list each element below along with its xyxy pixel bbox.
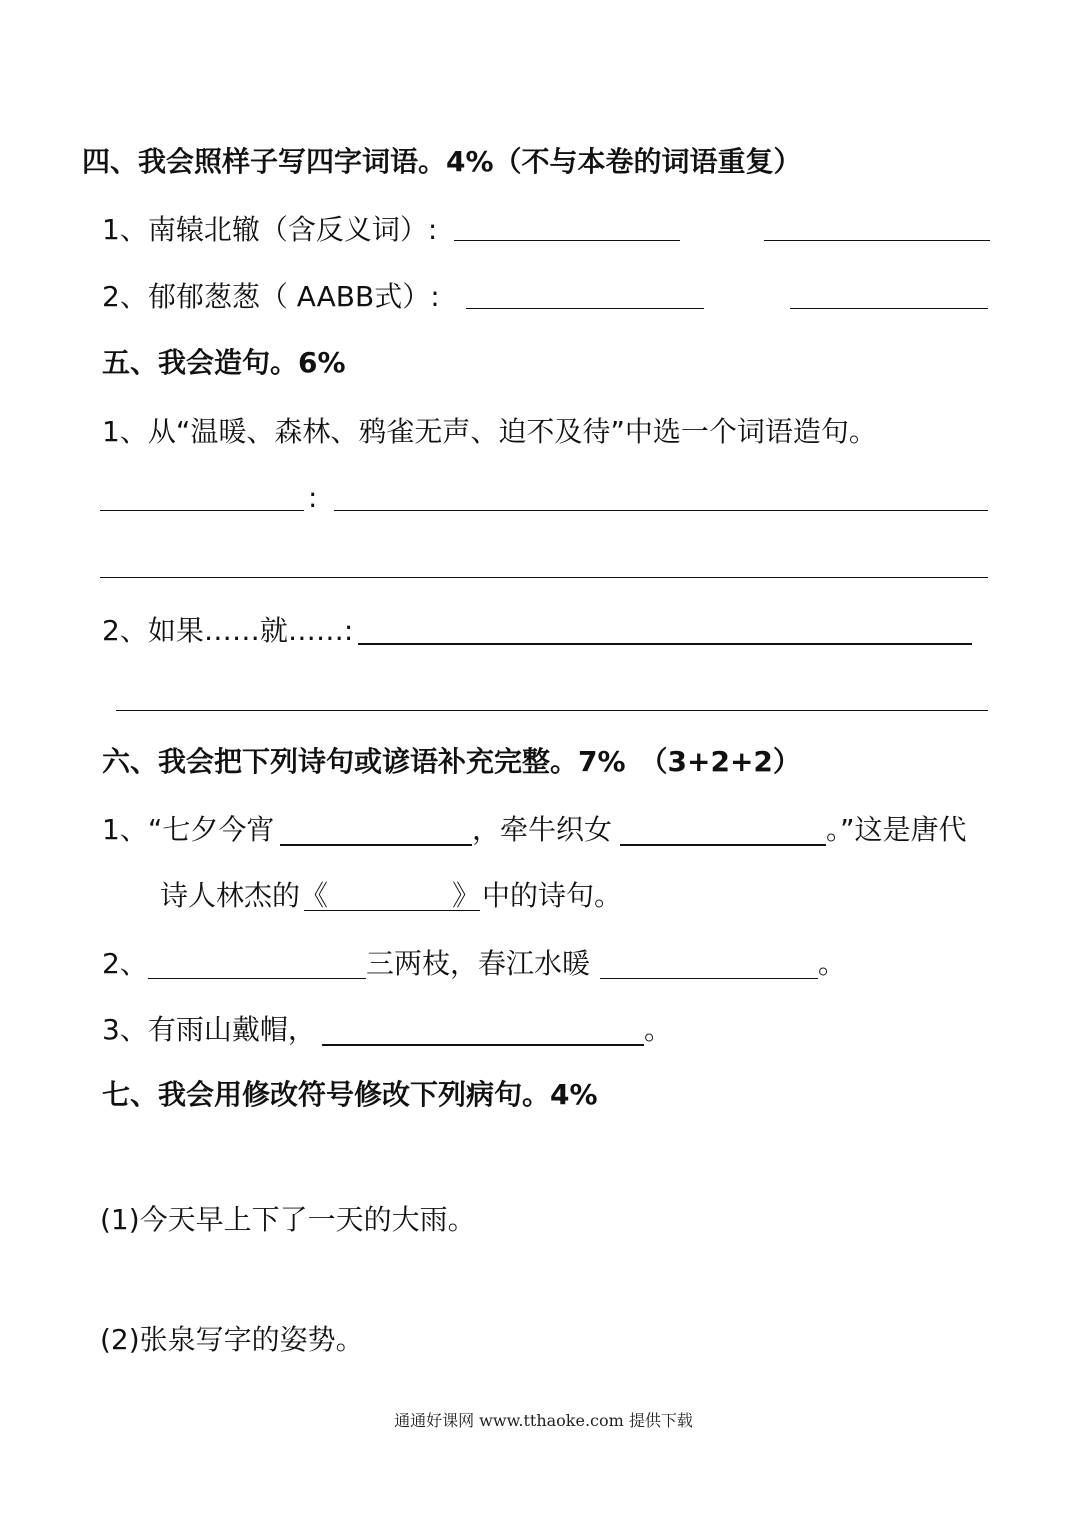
answer-blank-5-2-line2[interactable] — [116, 710, 988, 711]
section-6-q2-middle: 三两枝，春江水暖 — [366, 947, 591, 980]
book-title-close: 》 — [452, 879, 481, 912]
section-4-question-1: 1、南辕北辙（含反义词）: — [102, 213, 438, 246]
section-7-heading: 七、我会用修改符号修改下列病句。4% — [102, 1078, 598, 1111]
section-6-q2-number: 2、 — [102, 947, 148, 980]
answer-blank-4-1b[interactable] — [764, 240, 990, 241]
answer-blank-4-1a[interactable] — [454, 240, 680, 241]
answer-blank-5-1-line2[interactable] — [100, 577, 988, 578]
section-6-q1-prefix: 1、“七夕今宵 — [102, 813, 275, 846]
section-6-heading: 六、我会把下列诗句或谚语补充完整。7% （3+2+2） — [102, 745, 801, 778]
sentence-2: (2)张泉写字的姿势。 — [100, 1323, 364, 1356]
section-4-heading: 四、我会照样子写四字词语。4%（不与本卷的词语重复） — [82, 145, 802, 178]
sentence-1: (1)今天早上下了一天的大雨。 — [100, 1203, 476, 1236]
answer-blank-4-2b[interactable] — [790, 308, 988, 309]
section-4-question-2: 2、郁郁葱葱（ AABB式）: — [102, 280, 440, 313]
section-5-colon: : — [308, 481, 318, 514]
section-6-q1-suffix: 。”这是唐代 — [826, 813, 967, 846]
section-6-q2-end: 。 — [818, 947, 847, 980]
answer-blank-6-2a[interactable] — [148, 978, 366, 979]
section-6-q3-prefix: 3、有雨山戴帽， — [102, 1013, 316, 1046]
answer-blank-6-2b[interactable] — [600, 978, 818, 979]
answer-blank-6-1a[interactable] — [280, 844, 472, 846]
section-6-q1-line2-suffix: 中的诗句。 — [482, 879, 623, 912]
answer-blank-5-1-word[interactable] — [100, 510, 304, 511]
answer-blank-5-1-sentence[interactable] — [334, 510, 988, 511]
section-6-q3-end: 。 — [644, 1013, 673, 1046]
section-6-q1-middle: ，牵牛织女 — [472, 813, 613, 846]
section-5-question-1: 1、从“温暖、森林、鸦雀无声、迫不及待”中选一个词语造句。 — [102, 415, 877, 448]
answer-blank-6-3[interactable] — [322, 1044, 644, 1046]
answer-blank-4-2a[interactable] — [466, 308, 704, 309]
section-6-q1-line2-prefix: 诗人林杰的 — [160, 879, 301, 912]
answer-blank-5-2[interactable] — [358, 643, 972, 645]
book-title-open: 《 — [300, 879, 329, 912]
answer-blank-6-1b[interactable] — [620, 844, 826, 846]
section-5-question-2: 2、如果……就……: — [102, 614, 354, 647]
section-5-heading: 五、我会造句。6% — [102, 346, 346, 379]
footer-download-note: 通通好课网 www.tthaoke.com 提供下载 — [394, 1411, 693, 1430]
